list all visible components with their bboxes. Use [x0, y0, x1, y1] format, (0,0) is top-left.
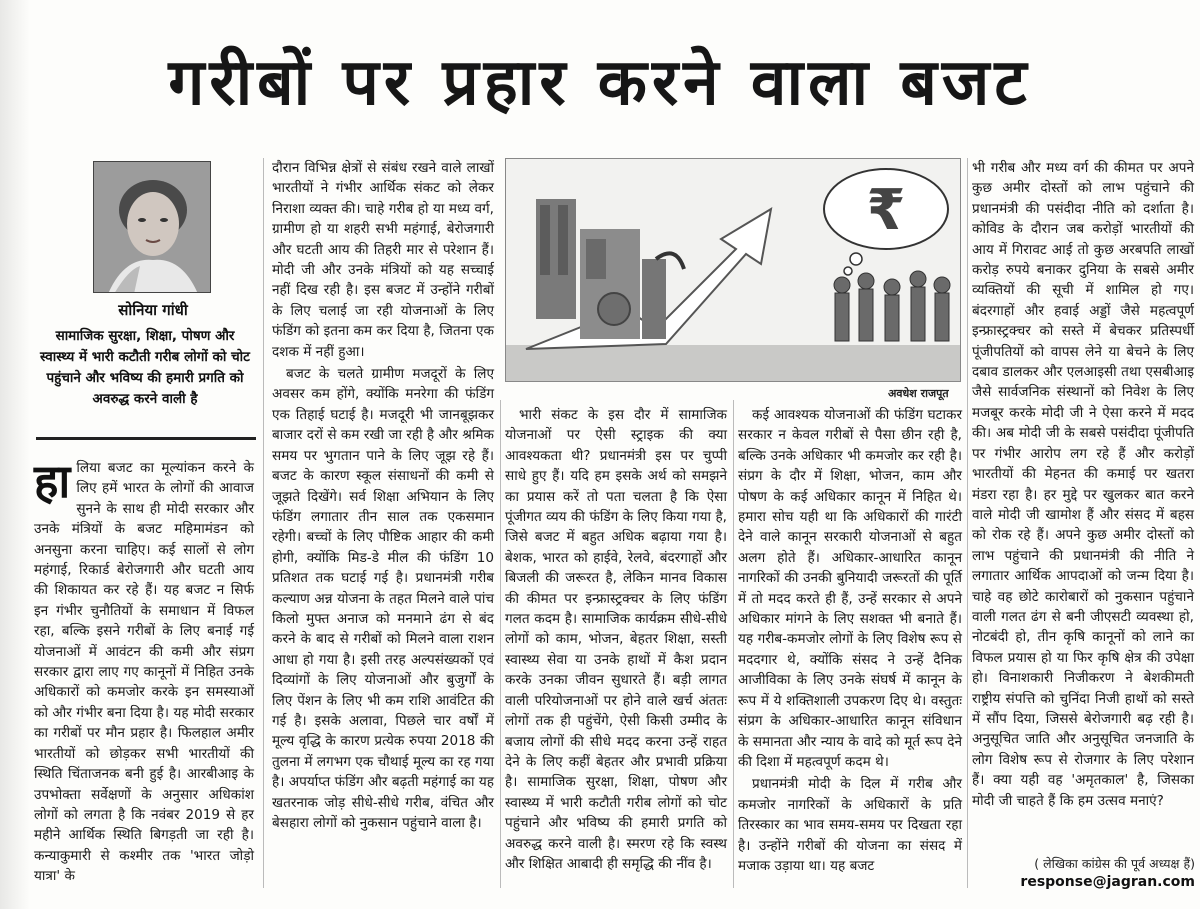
paragraph: बजट के चलते ग्रामीण मजदूरों के लिए अवसर कम होंगे, क्योंकि मनरेगा की फंडिंग एक तिहाई घटाई है। मजदूरी भी जानबूझकर बाजार दरों से कम रखी जा रही है और श्रमिक समय पर भुगतान पाने के लिए जूझ रहे हैं। बजट के कारण स्कूल संसाधनों की कमी से जूझते दिखेंगे। सर्व शिक्षा अभियान के लिए फंडिंग लगातार तीन साल तक एकसमान रहेगी। बच्चों के लिए पौष्टिक आहार की कमी होगी, क्योंकि मिड-डे मील की फंडिंग 10 प्रतिशत तक घटाई गई है। प्रधानमंत्री गरीब कल्याण अन्न योजना के तहत मिलने वाले पांच किलो मुफ्त अनाज को मनमाने ढंग से बंद करने के बाद से गरीबों को मिलने वाला राशन आधा हो गया है। इसी तरह अल्पसंख्यकों एवं दिव्यांगों के लिए योजनाओं और बुजुर्गों के लिए पेंशन के लिए भी कम राशि आवंटित की गई है। इसके अलावा, पिछले चार वर्षों में मूल्य वृद्धि के कारण प्रत्येक रुपया 2018 की तुलना में लगभग एक चौथाई मूल्य का रह गया है। अपर्याप्त फंडिंग और बढ़ती महंगाई का यह खतरनाक जोड़ सीधे-सीधे गरीब, वंचित और बेसहारा लोगों को नुकसान पहुंचाने वाला है। — [272, 366, 494, 831]
article-column-4 — [738, 405, 962, 878]
paragraph-text: लिया बजट का मूल्यांकन करने के लिए हमें भारत के लोगों की आवाज सुनने के साथ ही मोदी सरकार और उनके मंत्रियों के बजट महिमामंडन को अनसुना करना चाहिए। कई सालों से लोग महंगाई, रिकार्ड बेरोजगारी और घटती आय की शिकायत कर रहे हैं। यह बजट न सिर्फ इन गंभीर चुनौतियों के समाधान में विफल रहा, बल्कि इसने गरीबों के लिए बनाई गई योजनाओं में आवंटन की कमी और संप्रग सरकार द्वारा लाए गए कानूनों में निहित उनके अधिकारों को कमजोर करके इन समस्याओं को और गंभीर बना दिया है। यह मोदी सरकार का गरीबों पर मौन प्रहार है। फिलहाल अमीर भारतीयों को छोड़कर सभी भारतीयों की स्थिति चिंताजनक बनी हुई है। आरबीआइ के उपभोक्ता सर्वेक्षणों के अनुसार अधिकांश लोगों को लगता है कि नवंबर 2019 से हर महीने आर्थिक स्थिति बिगड़ती जा रही है। कन्याकुमारी से कश्मीर तक 'भारत जोड़ो यात्रा' के — [34, 460, 254, 885]
column-divider — [263, 158, 264, 888]
article-column-3 — [505, 405, 727, 876]
response-email[interactable]: response@jagran.com — [1020, 874, 1195, 890]
author-name: सोनिया गांधी — [118, 301, 188, 319]
paragraph: भी गरीब और मध्य वर्ग की कीमत पर अपने कुछ अमीर दोस्तों को लाभ पहुंचाने की प्रधानमंत्री की पसंदीदा नीति को दर्शाता है। कोविड के दौरान जब करोड़ों भारतीयों की आय में गिरावट आई तो कुछ अरबपति लाखों करोड़ रुपये बनाकर दुनिया के सबसे अमीर व्यक्तियों की सूची में शामिल हो गए। बंदरगाहों और हवाई अड्डों जैसे महत्वपूर्ण इन्फ्रास्ट्रक्चर को सस्ते में बेचकर प्रतिस्पर्धी पूंजीपतियों को वापस लेने या बेचने के लिए दबाव डालकर और एलआइसी तथा एसबीआइ जैसे सार्वजनिक संस्थानों को निवेश के लिए मजबूर करके मोदी जी ने ऐसा करने में मदद की। अब मोदी जी के सबसे पसंदीदा पूंजीपति पर गंभीर आरोप लग रहे हैं और करोड़ों भारतीयों की मेहनत की कमाई पर खतरा मंडरा रहा है। हर मुद्दे पर खुलकर बात करने वाले मोदी जी खामोश हैं और संसद में बहस को रोक रहे हैं। अपने कुछ अमीर दोस्तों को लाभ पहुंचाने की प्रधानमंत्री की नीति ने लगातार आर्थिक आपदाओं को जन्म दिया है। चाहे वह छोटे कारोबारों को नुकसान पहुंचाने वाली गलत ढंग से बनी जीएसटी व्यवस्था हो, नोटबंदी हो, तीन कृषि कानूनों को लाने का विफल प्रयास हो या फिर कृषि क्षेत्र की उपेक्षा हो। विनाशकारी निजीकरण ने बेशकीमती राष्ट्रीय संपत्ति को चुनिंदा निजी हाथों को सस्ते में सौंप दिया, जिससे बेरोजगारी बढ़ रही है। अनुसूचित जाति और अनुसूचित जनजाति के लोग विशेष रूप से रोजगार के लिए परेशान हैं। क्या यही वह 'अमृतकाल' है, जिसका मोदी जी चाहते हैं कि हम उत्सव मनाएं? — [972, 160, 1194, 809]
paragraph: दौरान विभिन्न क्षेत्रों से संबंध रखने वाले लाखों भारतीयों ने गंभीर आर्थिक संकट को लेकर निराशा व्यक्त की। चाहे गरीब हो या मध्य वर्ग, ग्रामीण हो या शहरी सभी महंगाई, बेरोजगारी और घटती आय की तिहरी मार से परेशान हैं। मोदी जी और उनके मंत्रियों को यह सच्चाई नहीं दिख रही है। इस बजट में उन्होंने गरीबों के लिए चलाई जा रही योजनाओं के लिए फंडिंग को इतना कम कर दिया है, जितना एक दशक में नहीं हुआ। — [272, 160, 494, 360]
article-column-2 — [272, 158, 494, 835]
column-divider — [733, 400, 734, 888]
paragraph: प्रधानमंत्री मोदी के दिल में गरीब और कमजोर नागरिकों के अधिकारों के प्रति तिरस्कार का भाव समय-समय पर दिखता रहा है। उन्होंने गरीबों की योजना का संसद में मजाक उड़ाया था। यह बजट — [738, 776, 962, 874]
budget-illustration — [505, 158, 961, 382]
author-photo — [93, 161, 211, 293]
page-fold-shadow — [0, 0, 30, 909]
cartoon-graphic — [506, 159, 961, 382]
paragraph: कई आवश्यक योजनाओं की फंडिंग घटाकर सरकार न केवल गरीबों से पैसा छीन रही है, बल्कि उनके अधिकार भी कमजोर कर रही है। संप्रग के दौर में शिक्षा, भोजन, काम और पोषण के कई अधिकार कानून में निहित थे। हमारा सोच यही था कि अधिकारों की गारंटी देने वाले कानून सरकारी योजनाओं से बहुत अलग होते हैं। अधिकार-आधारित कानून नागरिकों की उनकी बुनियादी जरूरतों की पूर्ति में तो मदद करते ही हैं, उन्हें सरकार से अपने अधिकार मांगने के लिए सशक्त भी बनाते हैं। यह गरीब-कमजोर लोगों के लिए विशेष रूप से मददगार थे, क्योंकि संसद ने उन्हें दैनिक आजीविका के लिए उनके संघर्ष में कानून के रूप में ये शक्तिशाली उपकरण दिए थे। वस्तुतः संप्रग के अधिकार-आधारित कानून संविधान के समानता और न्याय के वादे को मूर्त रूप देने की दिशा में महत्वपूर्ण कदम थे। — [738, 407, 962, 770]
author-portrait — [94, 162, 211, 293]
column-divider — [500, 400, 501, 888]
paragraph: भारी संकट के इस दौर में सामाजिक योजनाओं पर ऐसी स्ट्राइक की क्या आवश्यकता थी? प्रधानमंत्री इस पर चुप्पी साधे हुए हैं। यदि हम इसके अर्थ को समझने का प्रयास करें तो पता चलता है कि ऐसा पूंजीगत व्यय की फंडिंग के लिए किया गया है, जिसे बजट में बहुत अधिक बढ़ाया गया है। बेशक, भारत को हाईवे, रेलवे, बंदरगाहों और बिजली की जरूरत है, लेकिन मानव विकास की कीमत पर इन्फ्रास्ट्रक्चर के लिए फंडिंग गलत कदम है। सामाजिक कार्यक्रम सीधे-सीधे लोगों को काम, भोजन, बेहतर शिक्षा, सस्ती स्वास्थ्य सेवा या उनके हाथों में कैश प्रदान करके उनका जीवन सुधारते हैं। बड़ी लागत वाली परियोजनाओं पर होने वाले खर्च अंततः लोगों तक ही पहुंचेंगे, ऐसी किसी उम्मीद के बजाय लोगों की सीधे मदद करना उन्हें राहत देने के लिए कहीं बेहतर और प्रभावी प्रक्रिया है। सामाजिक सुरक्षा, शिक्षा, पोषण और स्वास्थ्य में भारी कटौती गरीब लोगों को चोट पहुंचाने और भविष्य की हमारी प्रगति को अवरुद्ध करने वाली है। स्मरण रहे कि स्वस्थ और शिक्षित आबादी ही समृद्धि की नींव है। — [505, 407, 727, 872]
rupee-symbol: ₹ — [866, 178, 906, 243]
paragraph — [34, 454, 254, 887]
article-column-5 — [972, 158, 1194, 813]
column-divider — [967, 158, 968, 888]
author-note: ( लेखिका कांग्रेस की पूर्व अध्यक्ष हैं) — [1034, 856, 1195, 871]
drop-cap: हा — [34, 454, 71, 508]
article-summary: सामाजिक सुरक्षा, शिक्षा, पोषण और स्वास्थ्य में भारी कटौती गरीब लोगों को चोट पहुंचाने और भविष्य की हमारी प्रगति को अवरुद्ध करने वाली है — [40, 328, 250, 407]
article-column-1 — [34, 454, 254, 889]
headline: गरीबों पर प्रहार करने वाला बजट — [168, 46, 1032, 120]
summary-divider — [36, 437, 256, 440]
illustration-credit: अवधेश राजपूत — [888, 387, 949, 400]
